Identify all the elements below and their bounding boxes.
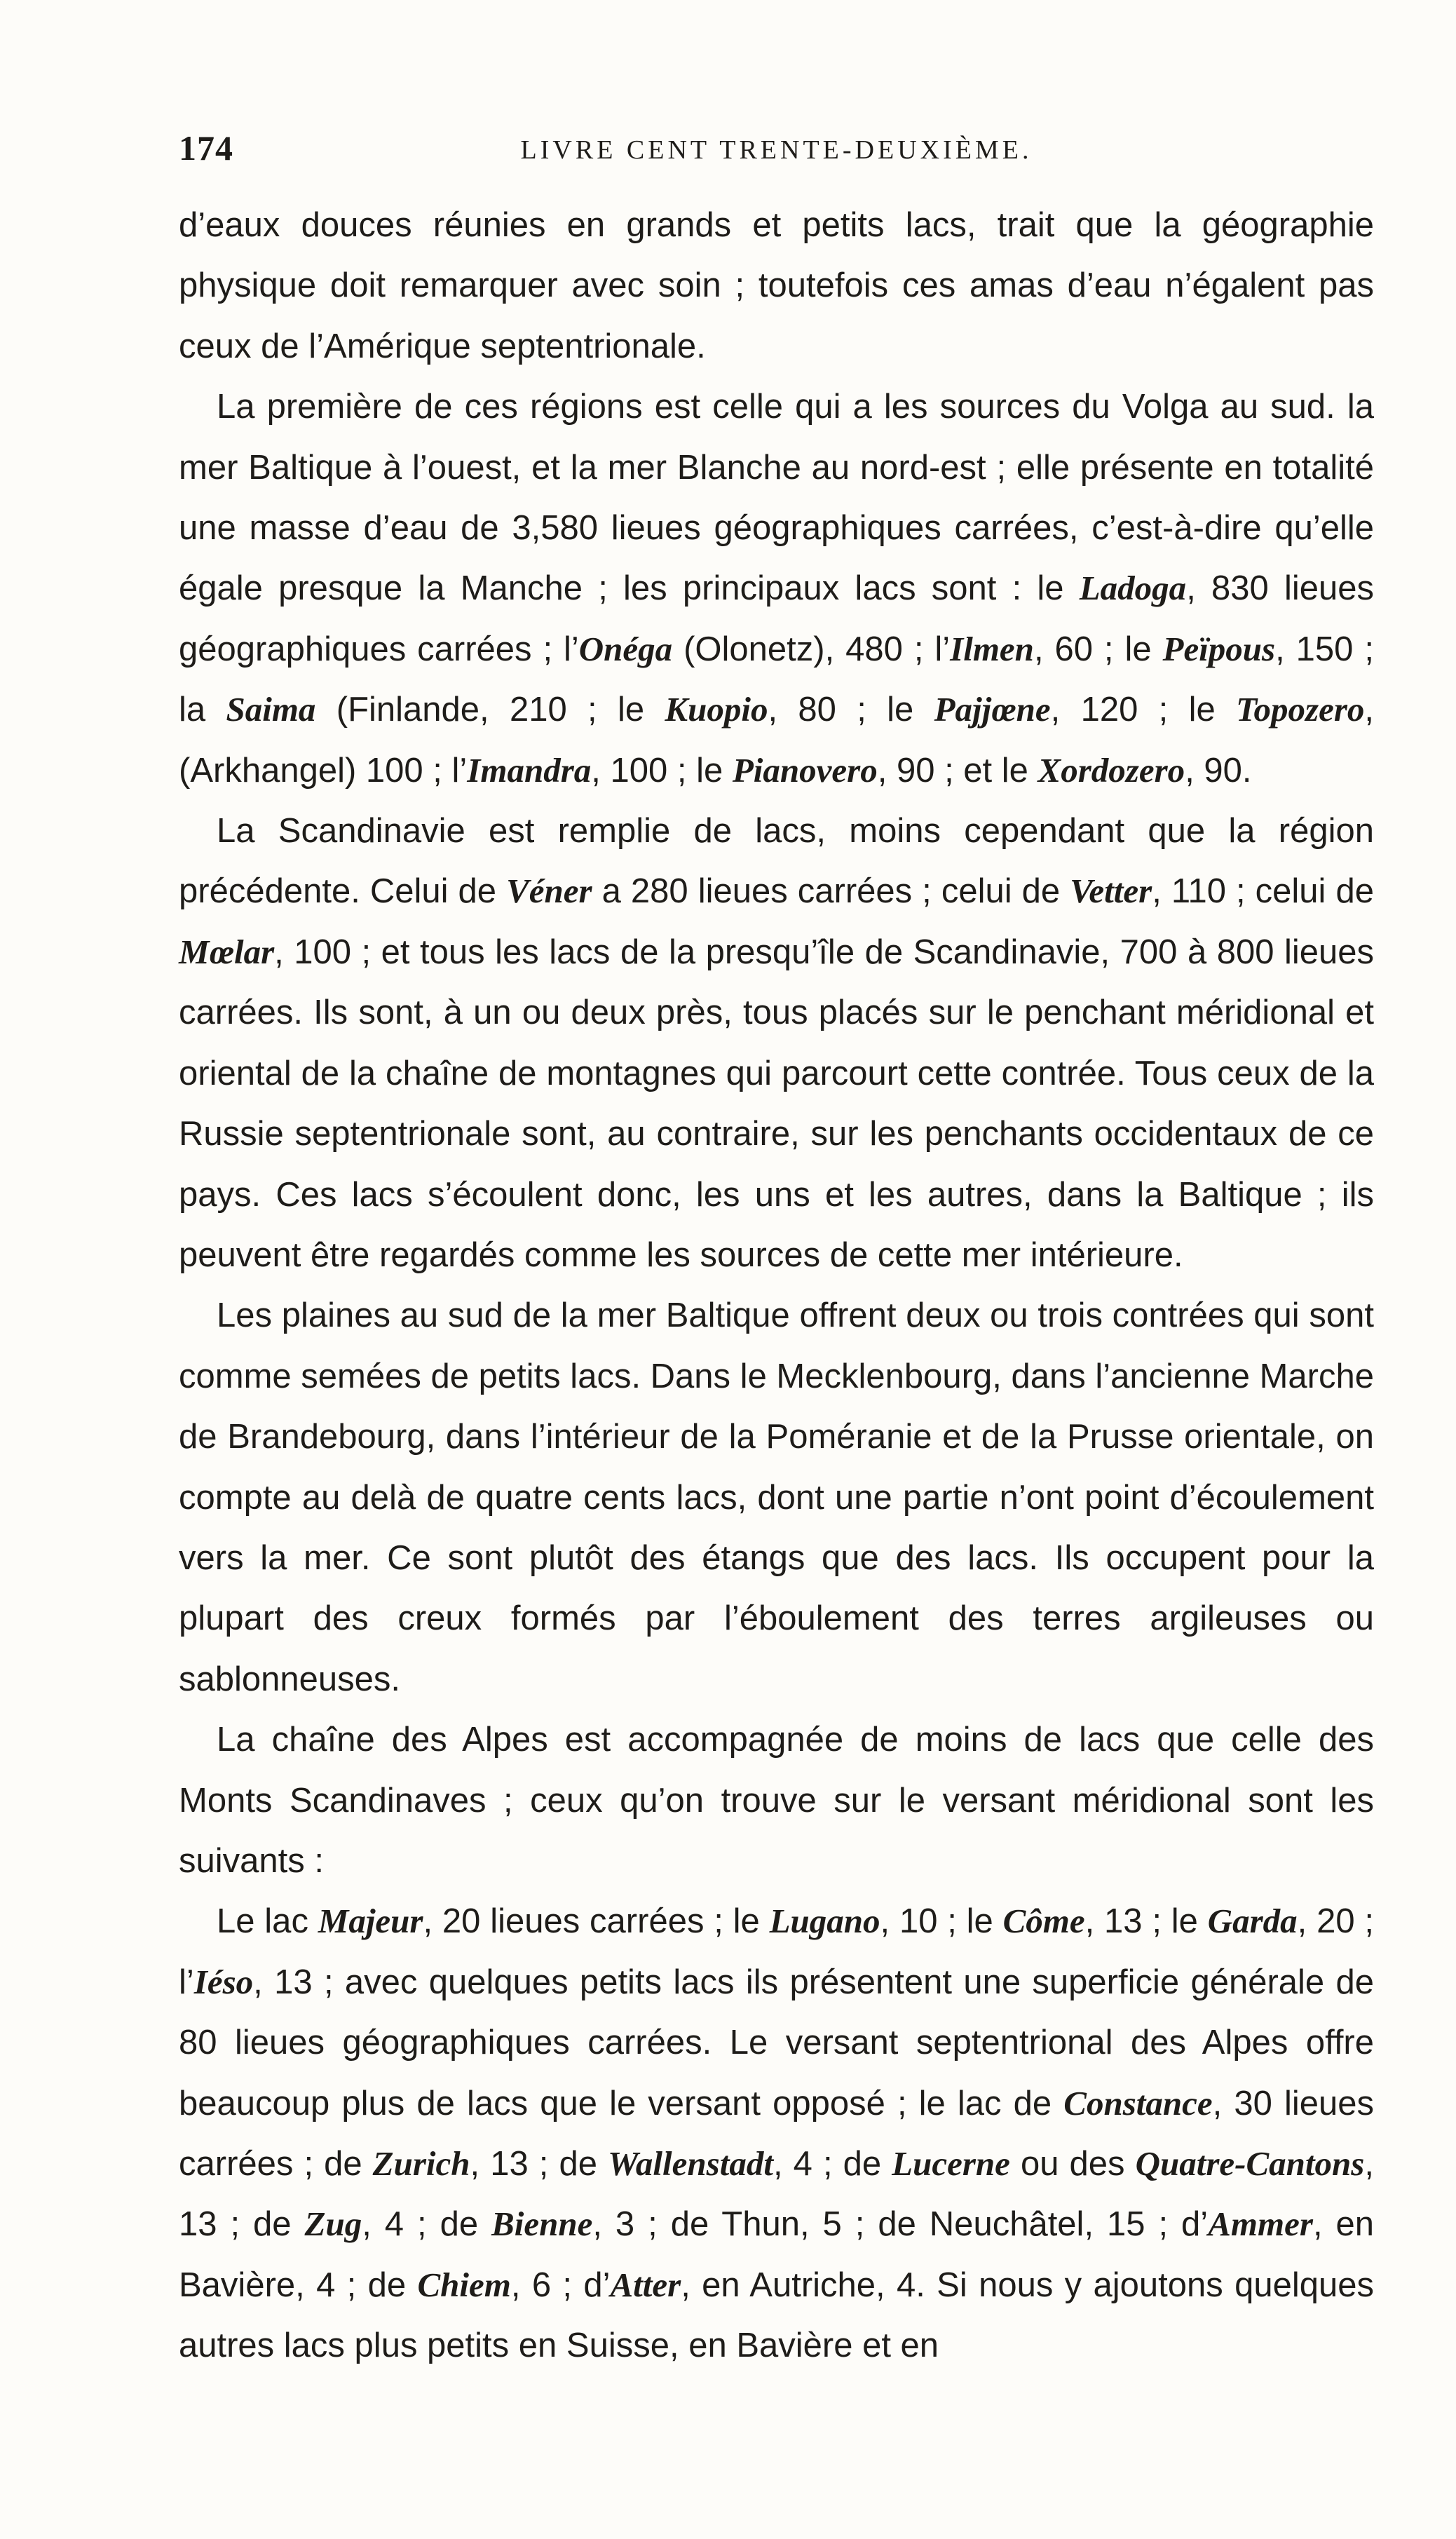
text-run: , 60 ; le: [1033, 630, 1163, 668]
text-run: , 6 ; d’: [510, 2266, 611, 2304]
text-run: , (Arkhangel) 100 ; l’: [179, 691, 1375, 790]
lake-name: Vetter: [1070, 872, 1152, 911]
lake-name: Côme: [1002, 1902, 1085, 1941]
text-run: , 13 ; de: [179, 2145, 1374, 2244]
lake-name: Pianovero: [732, 750, 878, 790]
lake-name: Onéga: [578, 629, 673, 668]
text-run: , 3 ; de Thun, 5 ; de Neuchâtel, 15 ; d’: [592, 2205, 1209, 2244]
text-run: , 13 ; avec quelques petits lacs ils présentent une superficie générale de 80 lieues géographiques carrées. Le versant septentrional des Alpes offre beaucoup plus de lacs que le versant opposé ; le lac de: [179, 1963, 1374, 2122]
lake-name: Saima: [226, 690, 316, 729]
text-run: , en Autriche, 4. Si nous y ajoutons quelques autres lacs plus petits en Suisse, en Bavière et en: [179, 2266, 1374, 2365]
lake-name: Ilmen: [950, 629, 1034, 668]
text-run: Les plaines au sud de la mer Baltique offrent deux ou trois contrées qui sont comme semées de petits lacs. Dans le Mecklenbourg, dans l’ancienne Marche de Brandebourg, dans l’intérieur de la Poméranie et de la Prusse orientale, on compte au delà de quatre cents lacs, dont une partie n’ont point d’écoulement vers la mer. Ce sont plutôt des étangs que des lacs. Ils occupent pour la plupart des creux formés par l’éboulement des terres argileuses ou sablonneuses.: [179, 1296, 1374, 1698]
text-run: , 150 ; la: [179, 630, 1374, 729]
text-run: La chaîne des Alpes est accompagnée de moins de lacs que celle des Monts Scandinaves ; ceux qu’on trouve sur le versant méridional sont les suivants :: [179, 1721, 1374, 1880]
text-run: , 13 ; de: [470, 2145, 608, 2183]
lake-name: Imandra: [467, 750, 592, 790]
text-run: , 30 lieues carrées ; de: [179, 2084, 1374, 2183]
lake-name: Topozero: [1236, 690, 1365, 729]
text-run: La Scandinavie est remplie de lacs, moins cependant que la région précédente. Celui de: [179, 812, 1374, 911]
paragraph: [179, 377, 1374, 801]
lake-name: Constance: [1063, 2083, 1213, 2122]
text-run: (Olonetz), 480 ; l’: [672, 630, 951, 668]
lake-name: Ammer: [1208, 2205, 1313, 2244]
paragraph: [179, 1891, 1374, 2376]
text-run: , 110 ; celui de: [1152, 872, 1374, 911]
lake-name: Bienne: [491, 2205, 593, 2244]
text-run: , 100 ; le: [591, 751, 733, 790]
lake-name: Peïpous: [1162, 629, 1276, 668]
text-run: , 90 ; et le: [877, 751, 1038, 790]
text-run: (Finlande, 210 ; le: [315, 691, 665, 729]
lake-name: Véner: [506, 872, 592, 911]
lake-name: Ladoga: [1079, 569, 1187, 608]
lake-name: Iéso: [193, 1962, 254, 2001]
body-text: [179, 195, 1374, 2376]
lake-name: Zurich: [372, 2144, 470, 2183]
text-run: , 4 ; de: [362, 2205, 492, 2244]
lake-name: Garda: [1207, 1902, 1298, 1941]
text-run: , 100 ; et tous les lacs de la presqu’île de Scandinavie, 700 à 800 lieues carrées. Ils sont, à un ou deux près, tous placés sur le penchant méridional et oriental de la chaîne de montagnes qui parcourt cette contrée. Tous ceux de la Russie septentrionale sont, au contraire, sur les penchants occidentaux de ce pays. Ces lacs s’écoulent donc, les uns et les autres, dans la Baltique ; ils peuvent être regardés comme les sources de cette mer intérieure.: [179, 933, 1374, 1274]
text-run: , 830 lieues géographiques carrées ; l’: [179, 569, 1374, 668]
paragraph: [179, 1709, 1374, 1891]
text-run: , 80 ; le: [768, 691, 934, 729]
paragraph: [179, 1285, 1374, 1709]
lake-name: Mœlar: [179, 932, 275, 971]
text-run: , 10 ; le: [880, 1902, 1003, 1941]
text-run: , 4 ; de: [773, 2145, 892, 2183]
lake-name: Atter: [610, 2265, 681, 2304]
text-run: , 13 ; le: [1084, 1902, 1208, 1941]
page-number: 174: [179, 128, 233, 168]
lake-name: Chiem: [417, 2265, 511, 2304]
running-head: LIVRE CENT TRENTE-DEUXIÈME.: [520, 135, 1033, 165]
text-run: ou des: [1009, 2145, 1136, 2183]
text-run: , 120 ; le: [1050, 691, 1237, 729]
text-run: , en Bavière, 4 ; de: [179, 2205, 1375, 2304]
lake-name: Pajjœne: [934, 690, 1051, 729]
text-run: , 90.: [1185, 751, 1252, 790]
text-run: d’eaux douces réunies en grands et petits lacs, trait que la géographie physique doit remarquer avec soin ; toutefois ces amas d’eau n’égalent pas ceux de l’Amérique septentrionale.: [179, 206, 1374, 365]
text-run: a 280 lieues carrées ; celui de: [592, 872, 1070, 911]
lake-name: Zug: [304, 2205, 362, 2244]
lake-name: Xordozero: [1037, 750, 1185, 790]
page-header: [179, 128, 1374, 170]
lake-name: Quatre-Cantons: [1135, 2144, 1365, 2183]
lake-name: Majeur: [318, 1902, 423, 1941]
text-run: , 20 lieues carrées ; le: [423, 1902, 770, 1941]
lake-name: Wallenstadt: [608, 2144, 773, 2183]
text-run: Le lac: [217, 1902, 318, 1941]
paragraph: [179, 801, 1374, 1285]
lake-name: Lucerne: [892, 2144, 1010, 2183]
text-run: , 20 ; l’: [179, 1902, 1374, 2001]
text-run: La première de ces régions est celle qui a les sources du Volga au sud. la mer Baltique à l’ouest, et la mer Blanche au nord-est ; elle présente en totalité une masse d’eau de 3,580 lieues géographiques carrées, c’est-à-dire qu’elle égale presque la Manche ; les principaux lacs sont : le: [179, 388, 1374, 608]
paragraph: [179, 195, 1374, 377]
lake-name: Kuopio: [665, 690, 768, 729]
lake-name: Lugano: [769, 1902, 880, 1941]
